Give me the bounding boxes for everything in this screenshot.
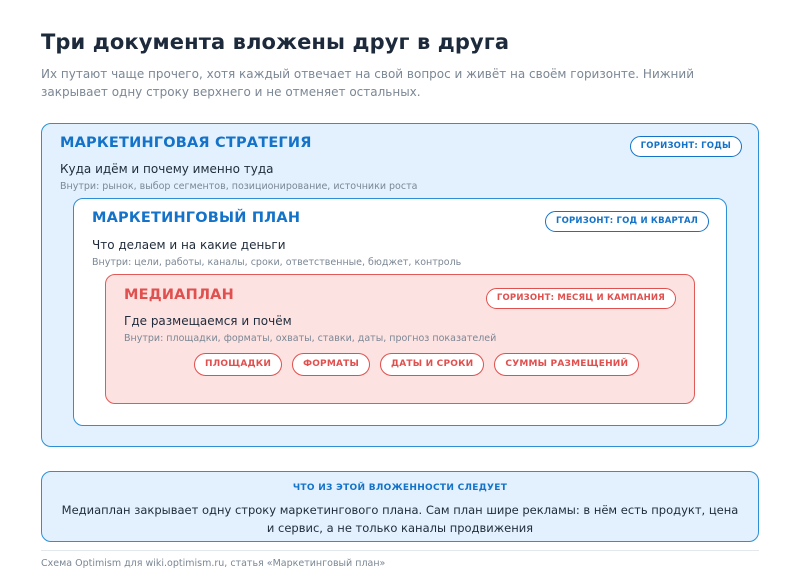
mediaplan-question: Где размещаемся и почём bbox=[124, 314, 292, 328]
mediaplan-layer bbox=[105, 274, 695, 404]
source-caption: Схема Optimism для wiki.optimism.ru, статья «Маркетинговый план» bbox=[41, 558, 386, 569]
conclusion-box bbox=[41, 471, 759, 542]
conclusion-text: Медиаплан закрывает одну строку маркетингового плана. Сам план шире рекламы: в нём есть продукт, цена и сервис, а не только каналы продвижения bbox=[61, 503, 739, 535]
mediaplan-chips bbox=[194, 353, 639, 376]
strategy-horizon-badge: ГОРИЗОНТ: ГОДЫ bbox=[630, 136, 742, 157]
chip-amounts: СУММЫ РАЗМЕЩЕНИЙ bbox=[494, 353, 639, 376]
plan-horizon-badge: ГОРИЗОНТ: ГОД И КВАРТАЛ bbox=[545, 211, 709, 232]
chip-formats: ФОРМАТЫ bbox=[292, 353, 370, 376]
strategy-question: Куда идём и почему именно туда bbox=[60, 162, 274, 176]
chip-dates: ДАТЫ И СРОКИ bbox=[380, 353, 484, 376]
mediaplan-contents: Внутри: площадки, форматы, охваты, ставки, даты, прогноз показателей bbox=[124, 333, 497, 344]
strategy-title: МАРКЕТИНГОВАЯ СТРАТЕГИЯ bbox=[60, 135, 312, 151]
mediaplan-horizon-badge: ГОРИЗОНТ: МЕСЯЦ И КАМПАНИЯ bbox=[486, 288, 676, 309]
mediaplan-title: МЕДИАПЛАН bbox=[124, 287, 234, 303]
strategy-contents: Внутри: рынок, выбор сегментов, позиционирование, источники роста bbox=[60, 181, 418, 192]
chip-placements: ПЛОЩАДКИ bbox=[194, 353, 282, 376]
page-title: Три документа вложены друг в друга bbox=[41, 30, 510, 54]
page-subtitle: Их путают чаще прочего, хотя каждый отвечает на свой вопрос и живёт на своём горизонте. Нижний закрывает одну строку верхнего и не отменяет остальных. bbox=[41, 67, 695, 99]
conclusion-heading: ЧТО ИЗ ЭТОЙ ВЛОЖЕННОСТИ СЛЕДУЕТ bbox=[292, 483, 508, 493]
plan-contents: Внутри: цели, работы, каналы, сроки, ответственные, бюджет, контроль bbox=[92, 257, 462, 268]
plan-title: МАРКЕТИНГОВЫЙ ПЛАН bbox=[92, 210, 301, 226]
footer-divider bbox=[41, 550, 759, 551]
plan-question: Что делаем и на какие деньги bbox=[92, 238, 286, 252]
